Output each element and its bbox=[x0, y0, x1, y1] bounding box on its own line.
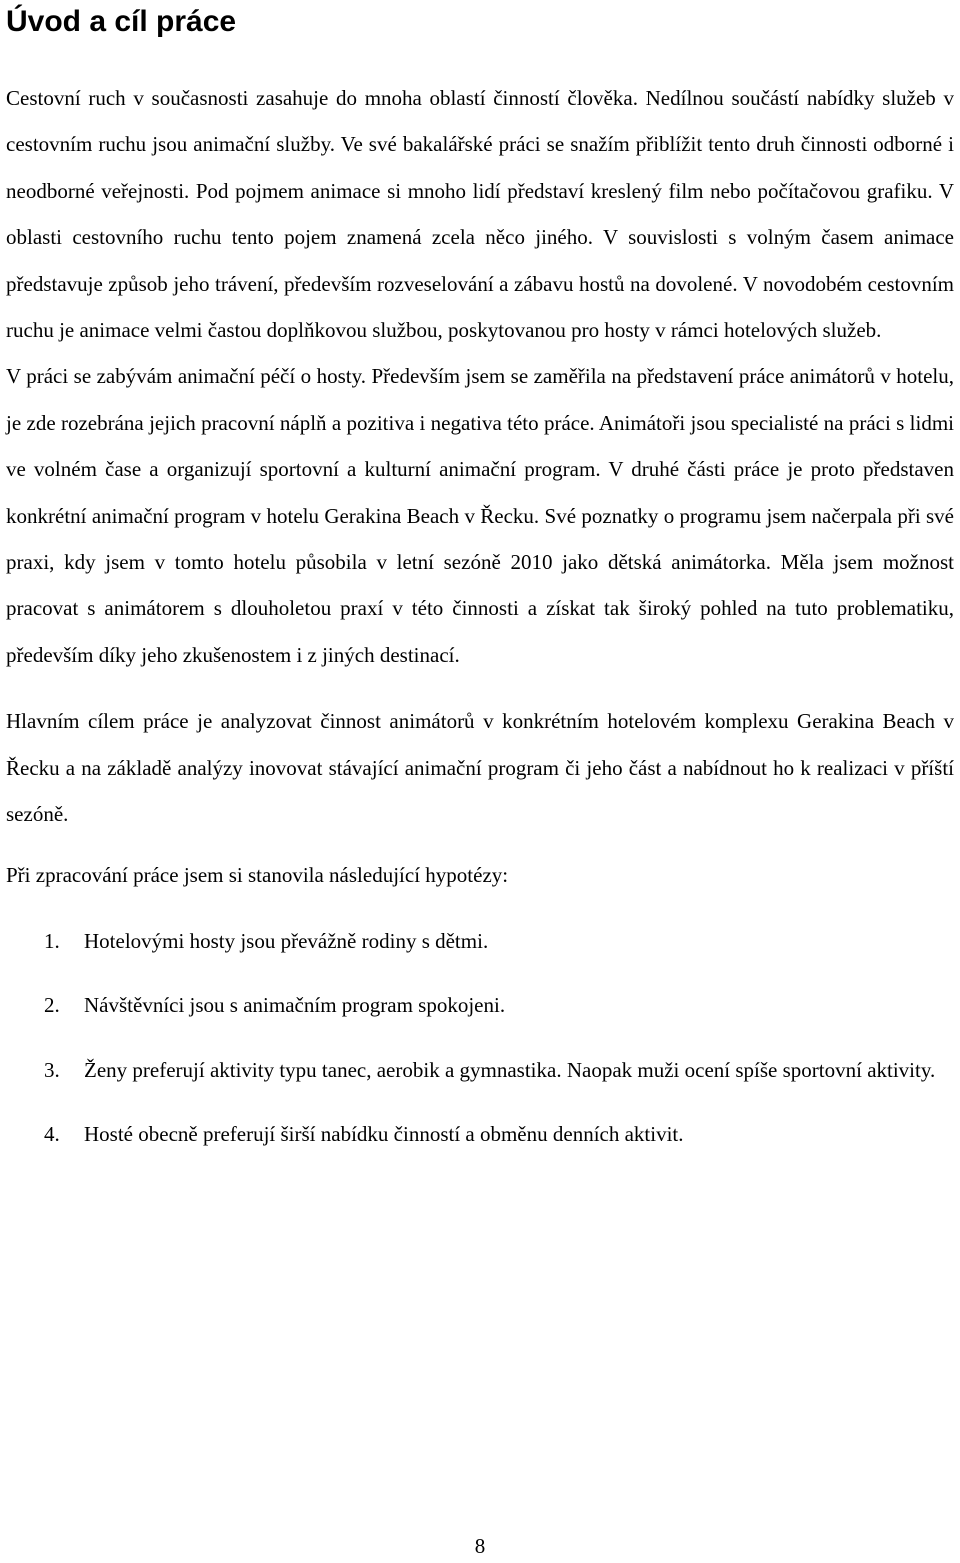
list-item-number: 1. bbox=[44, 928, 60, 953]
list-item bbox=[6, 918, 954, 964]
list-item-number: 3. bbox=[44, 1057, 60, 1082]
list-item-text: Návštěvníci jsou s animačním program spokojeni. bbox=[84, 993, 506, 1018]
paragraph-hypotheses-intro: Při zpracování práce jsem si stanovila následující hypotézy: bbox=[6, 862, 509, 887]
paragraph-focus: V práci se zabývám animační péčí o hosty. Především jsem se zaměřila na představení práce animátorů v hotelu, je zde rozebrána jejich pracovní náplň a pozitiva i negativa této práce. Animátoři jsou specialisté na práci s lidmi ve volném čase a organizují sportovní a kulturní animační program. V druhé části práce je proto představen konkrétní animační program v hotelu Gerakina Beach v Řecku. Své poznatky o programu jsem načerpala při své praxi, kdy jsem v tomto hotelu působila v letní sezóně 2010 jako dětská animátorka. Měla jsem možnost pracovat s animátorem s dlouholetou praxí v této činnosti a získat tak široký pohled na tuto problematiku, především díky jeho zkušenostem i z jiných destinací. bbox=[6, 364, 954, 667]
paragraph-intro: Cestovní ruch v současnosti zasahuje do mnoha oblastí činností člověka. Nedílnou součástí nabídky služeb v cestovním ruchu jsou animační služby. Ve své bakalářské práci se snažím přiblížit tento druh činnosti odborné i neodborné veřejnosti. Pod pojmem animace si mnoho lidí představí kreslený film nebo počítačovou grafiku. V oblasti cestovního ruchu tento pojem znamená zcela něco jiného. V souvislosti s volným časem animace představuje způsob jeho trávení, především rozveselování a zábavu hostů na dovolené. V novodobém cestovním ruchu je animace velmi častou doplňkovou službou, poskytovanou pro hosty v rámci hotelových služeb. bbox=[6, 86, 954, 343]
page-number: 8 bbox=[474, 1534, 486, 1558]
list-item-text: Hosté obecně preferují širší nabídku činností a obměnu denních aktivit. bbox=[84, 1122, 684, 1147]
list-item-text: Ženy preferují aktivity typu tanec, aerobik a gymnastika. Naopak muži ocení spíše sportovní aktivity. bbox=[84, 1057, 936, 1082]
page-title: Úvod a cíl práce bbox=[6, 5, 237, 38]
list-item bbox=[6, 1047, 954, 1093]
list-item bbox=[6, 982, 954, 1028]
list-item bbox=[6, 1111, 954, 1157]
paragraph-main-goal: Hlavním cílem práce je analyzovat činnost animátorů v konkrétním hotelovém komplexu Gerakina Beach v Řecku a na základě analýzy inovovat stávající animační program či jeho část a nabídnout ho k realizaci v příští sezóně. bbox=[6, 709, 954, 827]
list-item-number: 4. bbox=[44, 1122, 60, 1147]
list-item-number: 2. bbox=[44, 993, 60, 1018]
hypotheses-list bbox=[6, 918, 954, 1158]
list-item-text: Hotelovými hosty jsou převážně rodiny s dětmi. bbox=[84, 928, 489, 953]
